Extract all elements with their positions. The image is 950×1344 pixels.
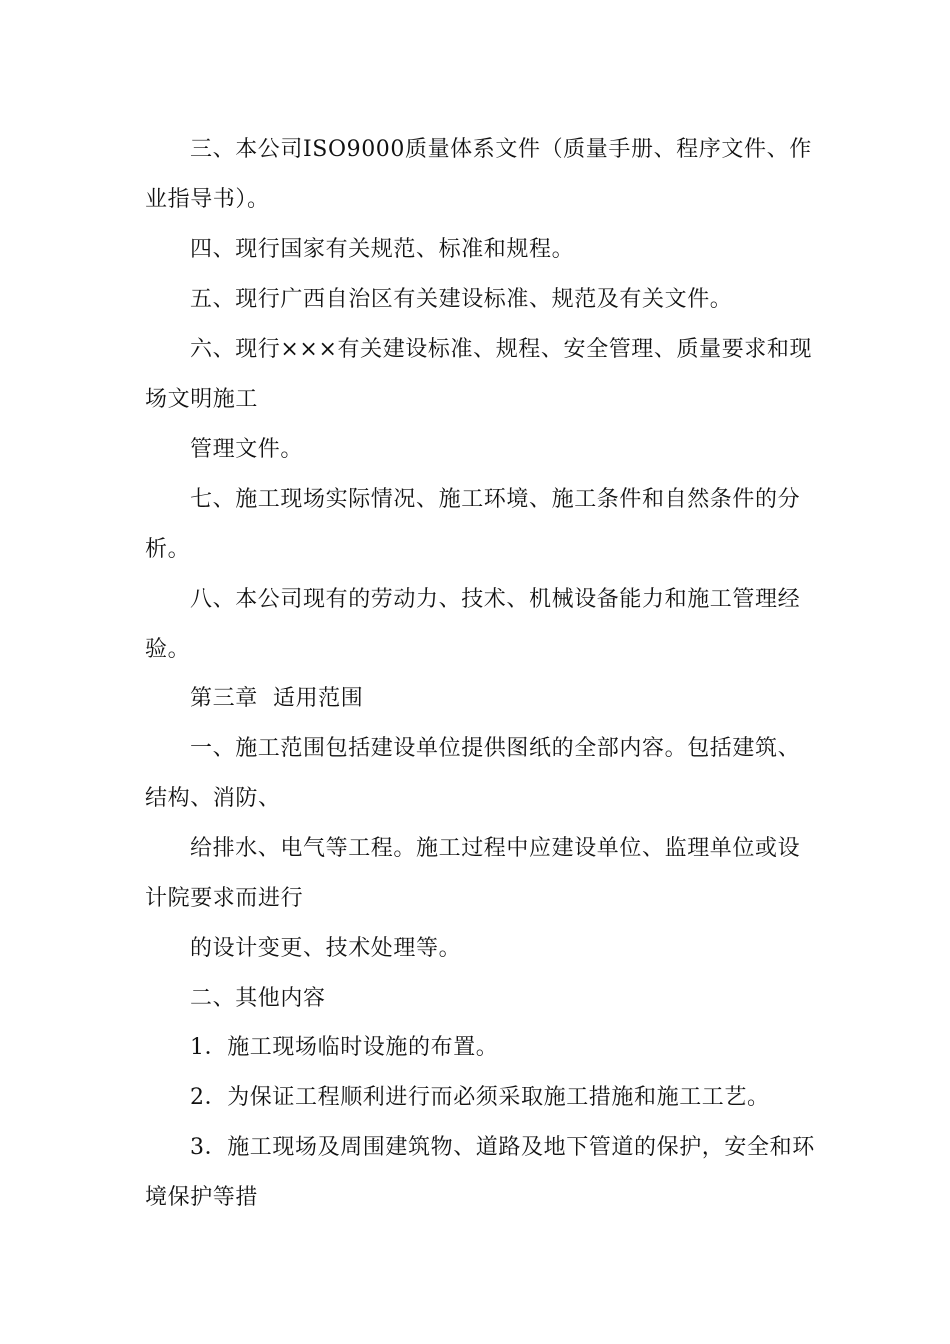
text-line: 二、其他内容 (190, 986, 326, 1011)
text-line: 七、施工现场实际情况、施工环境、施工条件和自然条件的分 (190, 487, 801, 512)
text-line: 八、本公司现有的劳动力、技术、机械设备能力和施工管理经 (190, 587, 801, 612)
text-line: 给排水、电气等工程。施工过程中应建设单位、监理单位或设 (190, 836, 801, 861)
list-item: 3．施工现场及周围建筑物、道路及地下管道的保护，安全和环 (190, 1135, 815, 1160)
text-line: 四、现行国家有关规范、标准和规程。 (190, 237, 575, 262)
text-line: 一、施工范围包括建设单位提供图纸的全部内容。包括建筑、 (190, 736, 801, 761)
text-line: 计院要求而进行 (145, 886, 304, 911)
text-line: 管理文件。 (190, 437, 304, 462)
text-line: 场文明施工 (145, 387, 259, 412)
text-line: 三、本公司ISO9000质量体系文件（质量手册、程序文件、作 (190, 137, 812, 162)
list-item: 2．为保证工程顺利进行而必须采取施工措施和施工工艺。 (190, 1085, 770, 1110)
chapter-heading: 第三章 适用范围 (190, 686, 364, 711)
text-line: 境保护等措 (145, 1185, 259, 1210)
text-line: 六、现行×××有关建设标准、规程、安全管理、质量要求和现 (190, 337, 813, 362)
list-item: 1．施工现场临时设施的布置。 (190, 1035, 499, 1060)
text-line: 五、现行广西自治区有关建设标准、规范及有关文件。 (190, 287, 733, 312)
text-line: 析。 (145, 537, 191, 562)
text-line: 结构、消防、 (145, 786, 281, 811)
text-line: 验。 (145, 637, 191, 662)
text-line: 业指导书）。 (145, 187, 270, 212)
text-line: 的设计变更、技术处理等。 (190, 936, 462, 961)
